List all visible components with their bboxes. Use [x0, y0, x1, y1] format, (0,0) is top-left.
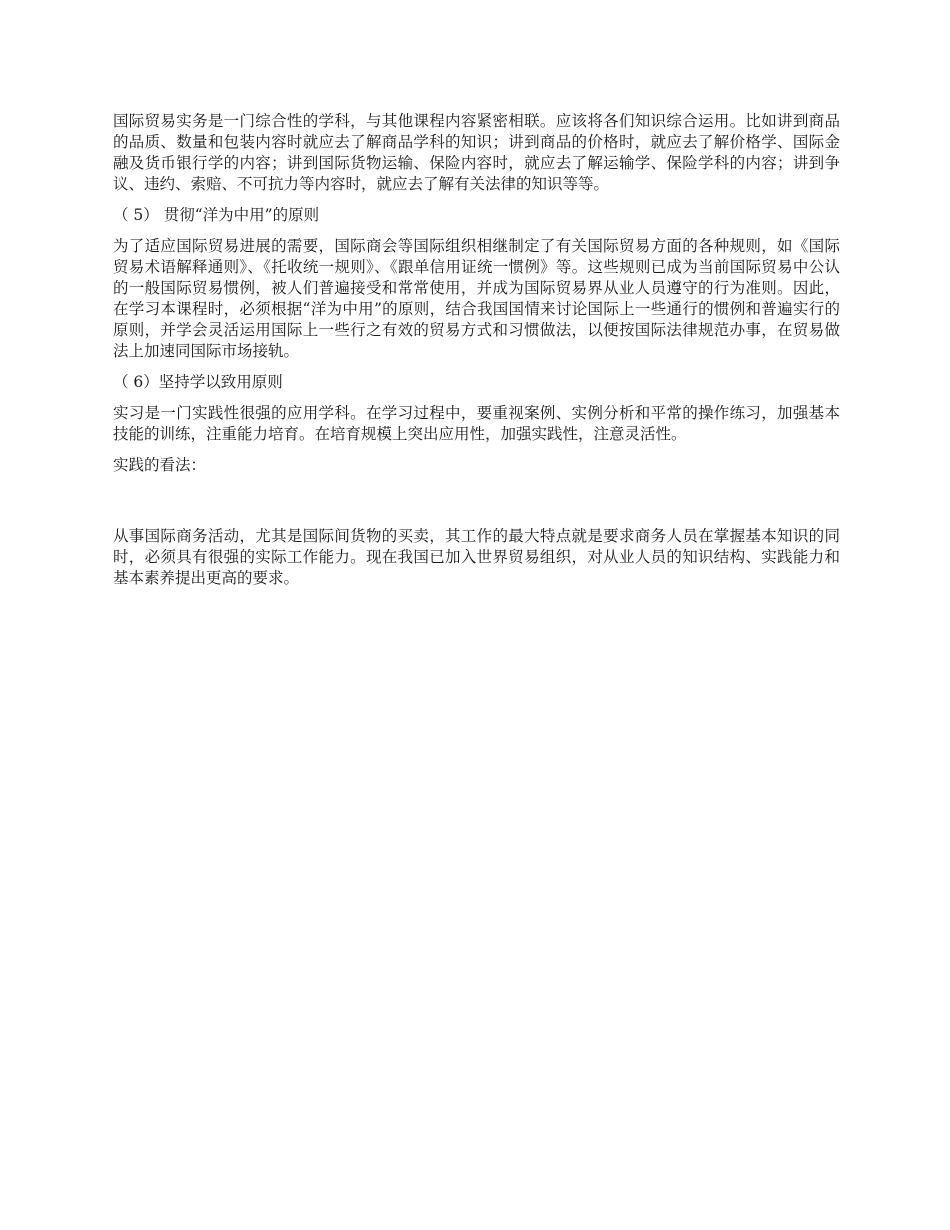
paragraph-international-rules: 为了适应国际贸易进展的需要，国际商会等国际组织相继制定了有关国际贸易方面的各种规则，如《国际贸易术语解释通则》、《托收统一规则》、《跟单信用证统一惯例》等。这些规则已成为当前国际贸易中公认的一般国际贸易惯例，被人们普遍接受和常常使用，并成为国际贸易界从业人员遵守的行为准则。因此，在学习本课程时，必须根据“洋为中用”的原则，结合我国国情来讨论国际上一些通行的惯例和普遍实行的原则，并学会灵活运用国际上一些行之有效的贸易方式和习惯做法，以便按国际法律规范办事，在贸易做法上加速同国际市场接轨。 — [113, 237, 840, 360]
document-body — [113, 111, 840, 599]
paragraph-practical-subject: 实习是一门实践性很强的应用学科。在学习过程中，要重视案例、实例分析和平常的操作练习，加强基本技能的训练，注重能力培育。在培育规模上突出应用性，加强实践性，注意灵活性。 — [113, 404, 840, 443]
paragraph-integrated-subject: 国际贸易实务是一门综合性的学科，与其他课程内容紧密相联。应该将各们知识综合运用。比如讲到商品的品质、数量和包装内容时就应去了解商品学科的知识；讲到商品的价格时，就应去了解价格学、国际金融及货币银行学的内容；讲到国际货物运输、保险内容时，就应去了解运输学、保险学科的内容；讲到争议、违约、索赔、不可抗力等内容时，就应去了解有关法律的知识等等。 — [113, 112, 840, 193]
section-heading-6: （ 6）坚持学以致用原则 — [113, 373, 283, 391]
section-heading-5: （ 5） 贯彻“洋为中用”的原则 — [113, 206, 320, 224]
blank-gap — [113, 486, 840, 526]
paragraph-business-activities: 从事国际商务活动，尤其是国际间货物的买卖，其工作的最大特点就是要求商务人员在掌握基本知识的同时，必须具有很强的实际工作能力。现在我国已加入世界贸易组织，对从业人员的知识结构、实践能力和基本素养提出更高的要求。 — [113, 527, 840, 587]
section-heading-practice-view: 实践的看法： — [113, 456, 207, 474]
